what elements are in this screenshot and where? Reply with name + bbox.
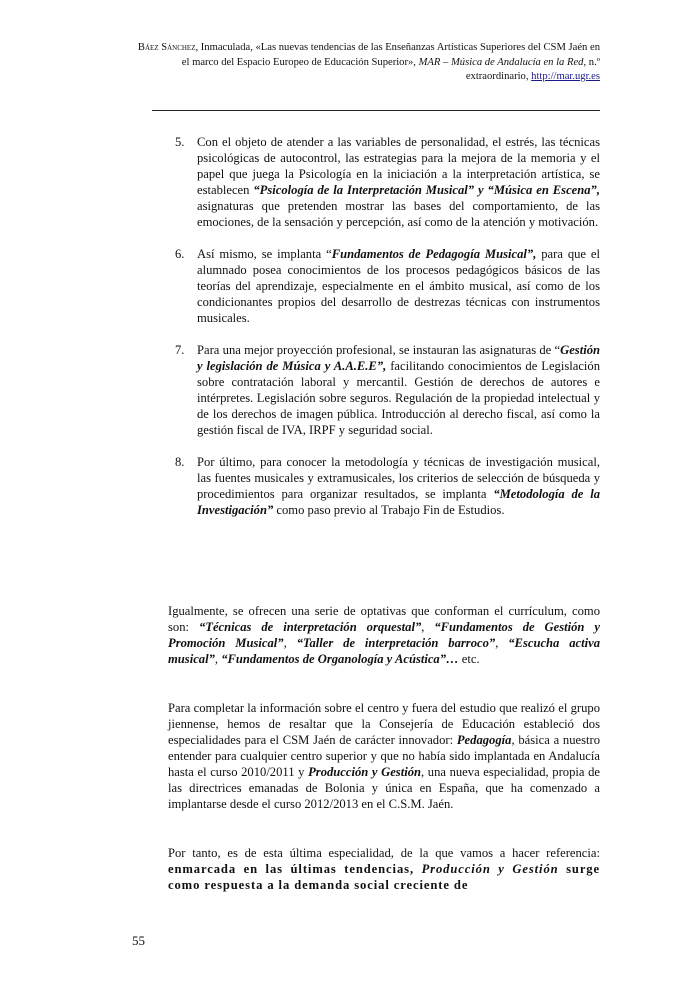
subject-name: “Psicología de la Interpretación Musical” y “Música en Escena”, [253, 183, 600, 197]
header-link[interactable]: http://mar.ugr.es [531, 71, 600, 82]
header-journal: MAR – Música de Andalucía en la Red [418, 56, 584, 68]
numbered-list [175, 134, 600, 534]
running-header [132, 41, 600, 85]
header-rule [152, 110, 600, 111]
paragraph-conclusion: Por tanto, es de esta última especialidad, de la que vamos a hacer referencia: enmarcada en las últimas tendencias, Producción y Gestión surge como respuesta a la demanda social creciente de [168, 846, 600, 892]
list-item-number: 8. [175, 455, 185, 469]
paragraph-electives: Igualmente, se ofrecen una serie de optativas que conforman el currículum, como son: “Técnicas de interpretación orquestal”, “Fundamentos de Gestión y Promoción Musical”, “Taller de interpretación barroco”, “Escucha activa musical”, “Fundamentos de Organología y Acústica”… etc. [168, 604, 601, 666]
list-item-number: 6. [175, 247, 185, 261]
list-item-number: 7. [175, 343, 185, 357]
paragraph-specialties: Para completar la información sobre el centro y fuera del estudio que realizó el grupo jiennense, hemos de resaltar que la Consejería de Educación estableció dos especialidades para el CSM Jaén de carácter innovador: Pedagogía, básica a nuestro entender para cualquier centro superior y que no había sido implantada en Andalucía hasta el curso 2010/2011 y Producción y Gestión, una nueva especialidad, propia de las directrices emanadas de Bolonia y única en España, que ha comenzado a implantarse desde el curso 2012/2013 en el C.S.M. Jaén. [168, 701, 601, 811]
list-item-number: 5. [175, 135, 185, 149]
list-item: 8. Por último, para conocer la metodología y técnicas de investigación musical, las fuentes musicales y extramusicales, los criterios de selección de búsqueda y procedimientos para organizar resultados, se implanta “Metodología de la Investigación” como paso previo al Trabajo Fin de Estudios. [175, 455, 600, 517]
subject-name: Fundamentos de Pedagogía Musical”, [331, 247, 537, 261]
subject-name: “Metodología de la Investigación” [197, 487, 600, 517]
list-item: 5. Con el objeto de atender a las variables de personalidad, el estrés, las técnicas psicológicas de autocontrol, las estrategias para la mejora de la memoria y el papel que juega la Psicología en la iniciación a la interpretación artística, se establecen “Psicología de la Interpretación Musical” y “Música en Escena”, asignaturas que pretenden mostrar las bases del comportamiento, de las emociones, de la sensación y percepción, así como de la atención y motivación. [175, 135, 600, 229]
header-author: Báez Sánchez [137, 42, 196, 53]
list-item: 7. Para una mejor proyección profesional, se instauran las asignaturas de “Gestión y legislación de Música y A.A.E.E”, facilitando conocimientos de Legislación sobre contratación laboral y mercantil. Gestión de derechos de autores e intérpretes. Legislación sobre seguros. Regulación de la propiedad intelectual y de los derechos de imagen pública. Introducción al derecho fiscal, así como la gestión fiscal de IVA, IRPF y seguridad social. [175, 343, 600, 437]
header-issue: , n.º extraordinario, [465, 56, 600, 82]
header-citation: , Inmaculada, «Las nuevas tendencias de las Enseñanzas Artísticas Superiores del CSM Jaén en el marco del Espacio Europeo de Educación Superior», [181, 42, 600, 68]
list-item: 6. Así mismo, se implanta “Fundamentos de Pedagogía Musical”, para que el alumnado posea conocimientos de los procesos pedagógicos básicos de las teorías del aprendizaje, especialmente en el ámbito musical, así como de los condicionantes propios del desarrollo de destrezas técnicas con instrumentos musicales. [175, 247, 601, 325]
subject-name: Gestión y legislación de Música y A.A.E.E”, [197, 343, 600, 373]
page-number: 55 [132, 933, 145, 948]
